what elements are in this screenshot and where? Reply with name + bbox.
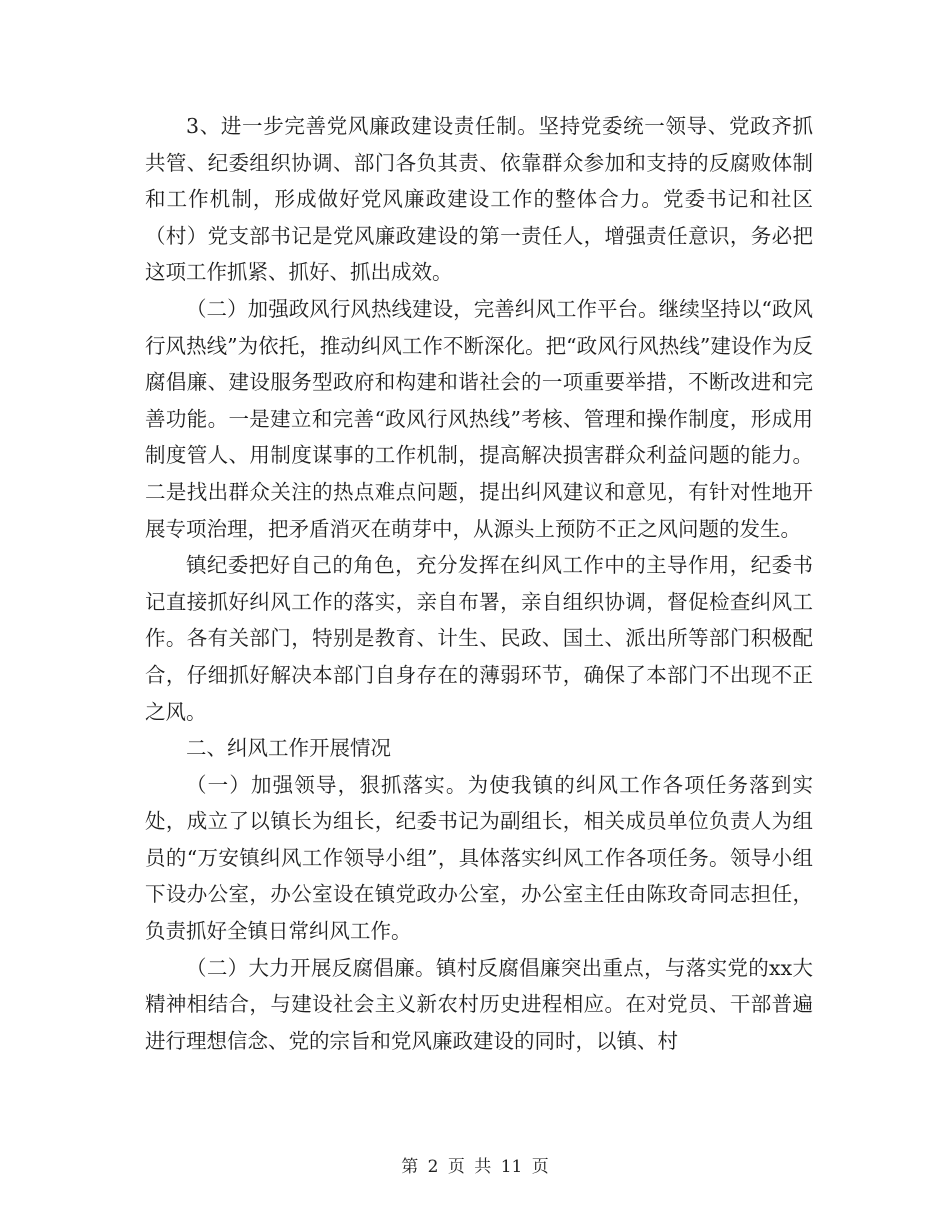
paragraph-discipline-committee: 镇纪委把好自己的角色，充分发挥在纠风工作中的主导作用，纪委书记直接抓好纠风工作的落实，亲自布署，亲自组织协调，督促检查纠风工作。各有关部门，特别是教育、计生、民政、国土、派出所等部门积极配合，仔细抓好解决本部门自身存在的薄弱环节，确保了本部门不出现不正之风。	[145, 553, 813, 724]
page-number-footer: 第 2 页 共 11 页	[401, 1157, 549, 1177]
paragraph-leadership: （一）加强领导，狠抓落实。为使我镇的纠风工作各项任务落到实处，成立了以镇长为组长，纪委书记为副组长，相关成员单位负责人为组员的“万安镇纠风工作领导小组”，具体落实纠风工作各项任务。领导小组下设办公室，办公室设在镇党政办公室，办公室主任由陈玫奇同志担任，负责抓好全镇日常纠风工作。	[145, 772, 813, 944]
paragraph-hotline-construction: （二）加强政风行风热线建设，完善纠风工作平台。继续坚持以“政风行风热线”为依托，推动纠风工作不断深化。把“政风行风热线”建设作为反腐倡廉、建设服务型政府和构建和谐社会的一项重要举措，不断改进和完善功能。一是建立和完善“政风行风热线”考核、管理和操作制度，形成用制度管人、用制度谋事的工作机制，提高解决损害群众利益问题的能力。二是找出群众关注的热点难点问题，提出纠风建议和意见，有针对性地开展专项治理，把矛盾消灭在萌芽中，从源头上预防不正之风问题的发生。	[145, 296, 813, 541]
paragraph-responsibility-system: 3、进一步完善党风廉政建设责任制。坚持党委统一领导、党政齐抓共管、纪委组织协调、部门各负其责、依靠群众参加和支持的反腐败体制和工作机制，形成做好党风廉政建设工作的整体合力。党委书记和社区（村）党支部书记是党风廉政建设的第一责任人，增强责任意识，务必把这项工作抓紧、抓好、抓出成效。	[145, 114, 813, 285]
document-body	[145, 108, 813, 1059]
section-heading-progress: 二、纠风工作开展情况	[186, 736, 391, 761]
paragraph-anti-corruption: （二）大力开展反腐倡廉。镇村反腐倡廉突出重点，与落实党的xx大精神相结合，与建设社会主义新农村历史进程相应。在对党员、干部普遍进行理想信念、党的宗旨和党风廉政建设的同时，以镇、村	[145, 955, 813, 1053]
